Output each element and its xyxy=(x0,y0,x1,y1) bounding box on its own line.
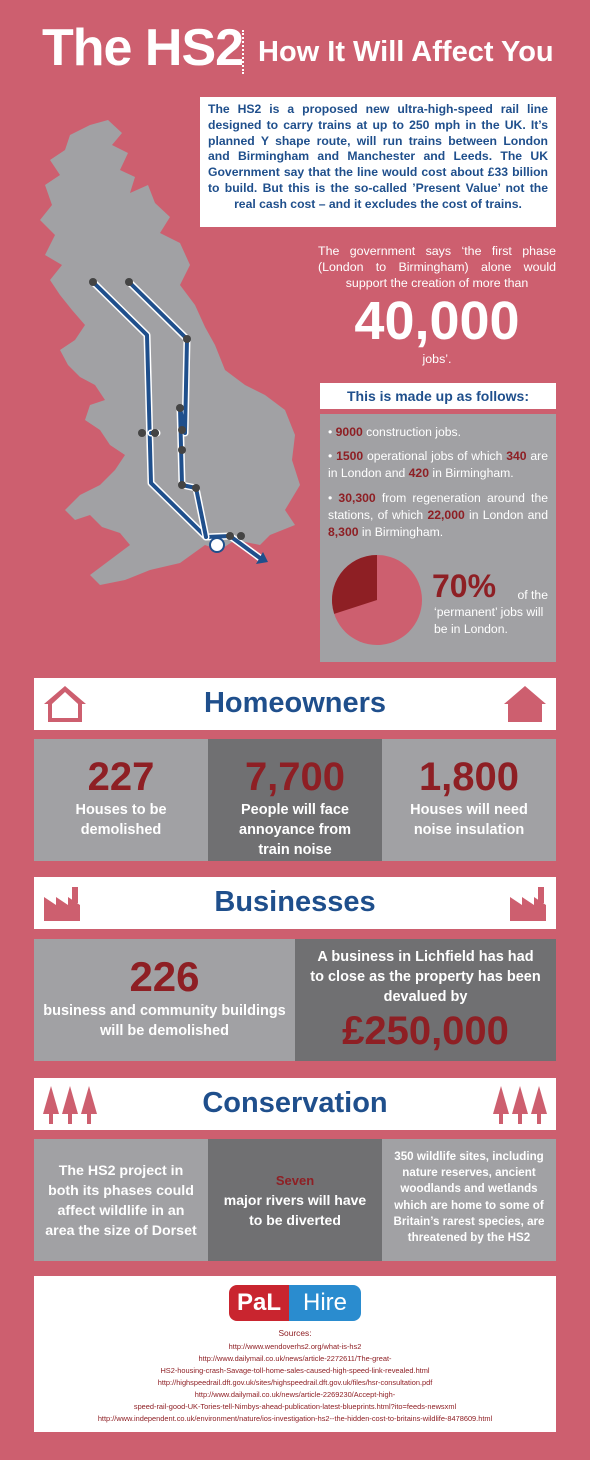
source-link[interactable]: http://www.dailymail.co.uk/news/article-2269230/Accept-high- xyxy=(194,1390,396,1399)
list-item: • 1500 operational jobs of which 340 are in London and 420 in Birmingham. xyxy=(328,449,548,480)
pie-percent: 70% xyxy=(432,568,497,604)
pal-hire-logo xyxy=(229,1285,361,1321)
page-title: The HS2 xyxy=(42,19,244,77)
government-quote xyxy=(318,243,556,292)
regeneration-london-value: 22,000 xyxy=(427,508,465,522)
logo-hire: Hire xyxy=(289,1285,361,1321)
buildings-demolished-stat xyxy=(34,939,295,1061)
stat-label: The HS2 project in both its phases could affect wildlife in an area the size of Dorset xyxy=(45,1163,197,1239)
stat-number: 1,800 xyxy=(418,755,520,799)
wildlife-area-stat xyxy=(34,1139,208,1261)
homeowners-title: Homeowners xyxy=(203,687,387,719)
list-item: • 9000 construction jobs. xyxy=(328,425,462,439)
stat-label: major rivers will have to be diverted xyxy=(223,1192,367,1228)
source-link[interactable]: HS2-housing-crash-Savage-toll-home-sales-caused-high-speed-link-revealed.html xyxy=(160,1366,430,1375)
intro-text: The HS2 is a proposed new ultra-high-speed rail line designed to carry trains at up to 250 mph in the UK. It’s planned Y shape route, will run trains between London and Birmingham and Manchester and Leeds. The UK Government say that the line would cost about £33 billion to build. But this is the so-called ’Present Value’ not the real cash cost – and it excludes the cost of trains. xyxy=(208,102,548,211)
list-item: • 30,300 from regeneration around the stations, of which 22,000 in London and 8,300 in Birmingham. xyxy=(328,491,548,539)
source-link[interactable]: http://www.dailymail.co.uk/news/article-2272611/The-great- xyxy=(198,1354,392,1363)
stat-number: £250,000 xyxy=(342,1009,509,1053)
rivers-diverted-stat xyxy=(208,1139,382,1261)
stat-label: Houses will need noise insulation xyxy=(410,802,528,838)
list-item-text: from regeneration around the stations, of which xyxy=(328,491,548,522)
operational-birmingham-value: 420 xyxy=(408,466,429,480)
breakdown-heading: This is made up as follows: xyxy=(320,383,556,409)
page-subtitle: How It Will Affect You xyxy=(258,36,554,68)
operational-jobs-value: 1500 xyxy=(336,449,364,463)
stat-label: People will face annoyance from train noise xyxy=(239,802,351,858)
intro-box xyxy=(200,97,556,227)
noise-annoyance-stat xyxy=(208,739,382,861)
government-quote-text: The government says ‘the first phase (London to Birmingham) alone would support the creation of more than xyxy=(318,244,556,291)
factory-icon xyxy=(508,883,548,923)
pie-caption: ‘permanent’ jobs will be in London. xyxy=(434,605,544,636)
list-item-text: are in London and xyxy=(328,449,548,480)
stat-number: 227 xyxy=(87,755,155,799)
operational-london-value: 340 xyxy=(506,449,527,463)
homeowners-header xyxy=(34,678,556,730)
houses-demolished-stat xyxy=(34,739,208,861)
list-item-text: operational jobs of which xyxy=(363,449,507,463)
house-icon xyxy=(502,684,548,724)
noise-insulation-stat xyxy=(382,739,556,861)
source-link[interactable]: speed-rail-good-UK-Tories-tell-Nimbys-ahead-publication-latest-blueprints.html?ito=feeds-newsxml xyxy=(133,1402,457,1411)
construction-jobs-value: 9000 xyxy=(335,425,363,439)
logo-pal: PaL xyxy=(229,1285,289,1321)
source-link[interactable]: http://highspeedrail.dft.gov.uk/sites/highspeedrail.dft.gov.uk/files/hsr-consultation.pdf xyxy=(157,1378,433,1387)
regeneration-birmingham-value: 8,300 xyxy=(328,525,359,539)
list-item-text: construction jobs. xyxy=(362,425,462,439)
conservation-title: Conservation xyxy=(202,1087,388,1119)
footer xyxy=(34,1276,556,1432)
list-item-text: in Birmingham. xyxy=(429,466,514,480)
title-divider xyxy=(242,30,244,74)
list-item-text: in Birmingham. xyxy=(358,525,444,539)
regeneration-jobs-value: 30,300 xyxy=(338,491,376,505)
pie-caption-of: of the xyxy=(517,588,548,602)
stat-number: 7,700 xyxy=(244,755,346,799)
stat-number: 226 xyxy=(129,953,200,1000)
jobs-number: 40,000 xyxy=(354,291,520,351)
stat-label: Houses to be demolished xyxy=(75,802,167,838)
sources-title: Sources: xyxy=(278,1328,312,1338)
conservation-header xyxy=(34,1078,556,1130)
stat-number: Seven xyxy=(275,1173,315,1188)
stat-label: 350 wildlife sites, including nature reserves, ancient woodlands and wetlands which are home to some of Britain’s rarest species, are threatened by the HS2 xyxy=(393,1150,545,1245)
trees-icon xyxy=(492,1084,548,1126)
wildlife-sites-stat xyxy=(382,1139,556,1261)
businesses-title: Businesses xyxy=(214,886,376,918)
source-link[interactable]: http://www.wendoverhs2.org/what-is-hs2 xyxy=(228,1342,362,1351)
list-item-text: in London and xyxy=(464,508,548,522)
stat-label: business and community buildings will be demolished xyxy=(43,1003,286,1039)
london-jobs-pie xyxy=(332,555,422,645)
lichfield-business-stat xyxy=(295,939,556,1061)
stat-label: A business in Lichfield has had to close as the property has been devalued by xyxy=(310,949,541,1005)
jobs-label: jobs’. xyxy=(422,352,452,366)
businesses-header xyxy=(34,877,556,929)
source-link[interactable]: http://www.independent.co.uk/environment/nature/ios-investigation-hs2--the-hidden-cost-to-britains-wildlife-8478609.html xyxy=(97,1414,493,1423)
